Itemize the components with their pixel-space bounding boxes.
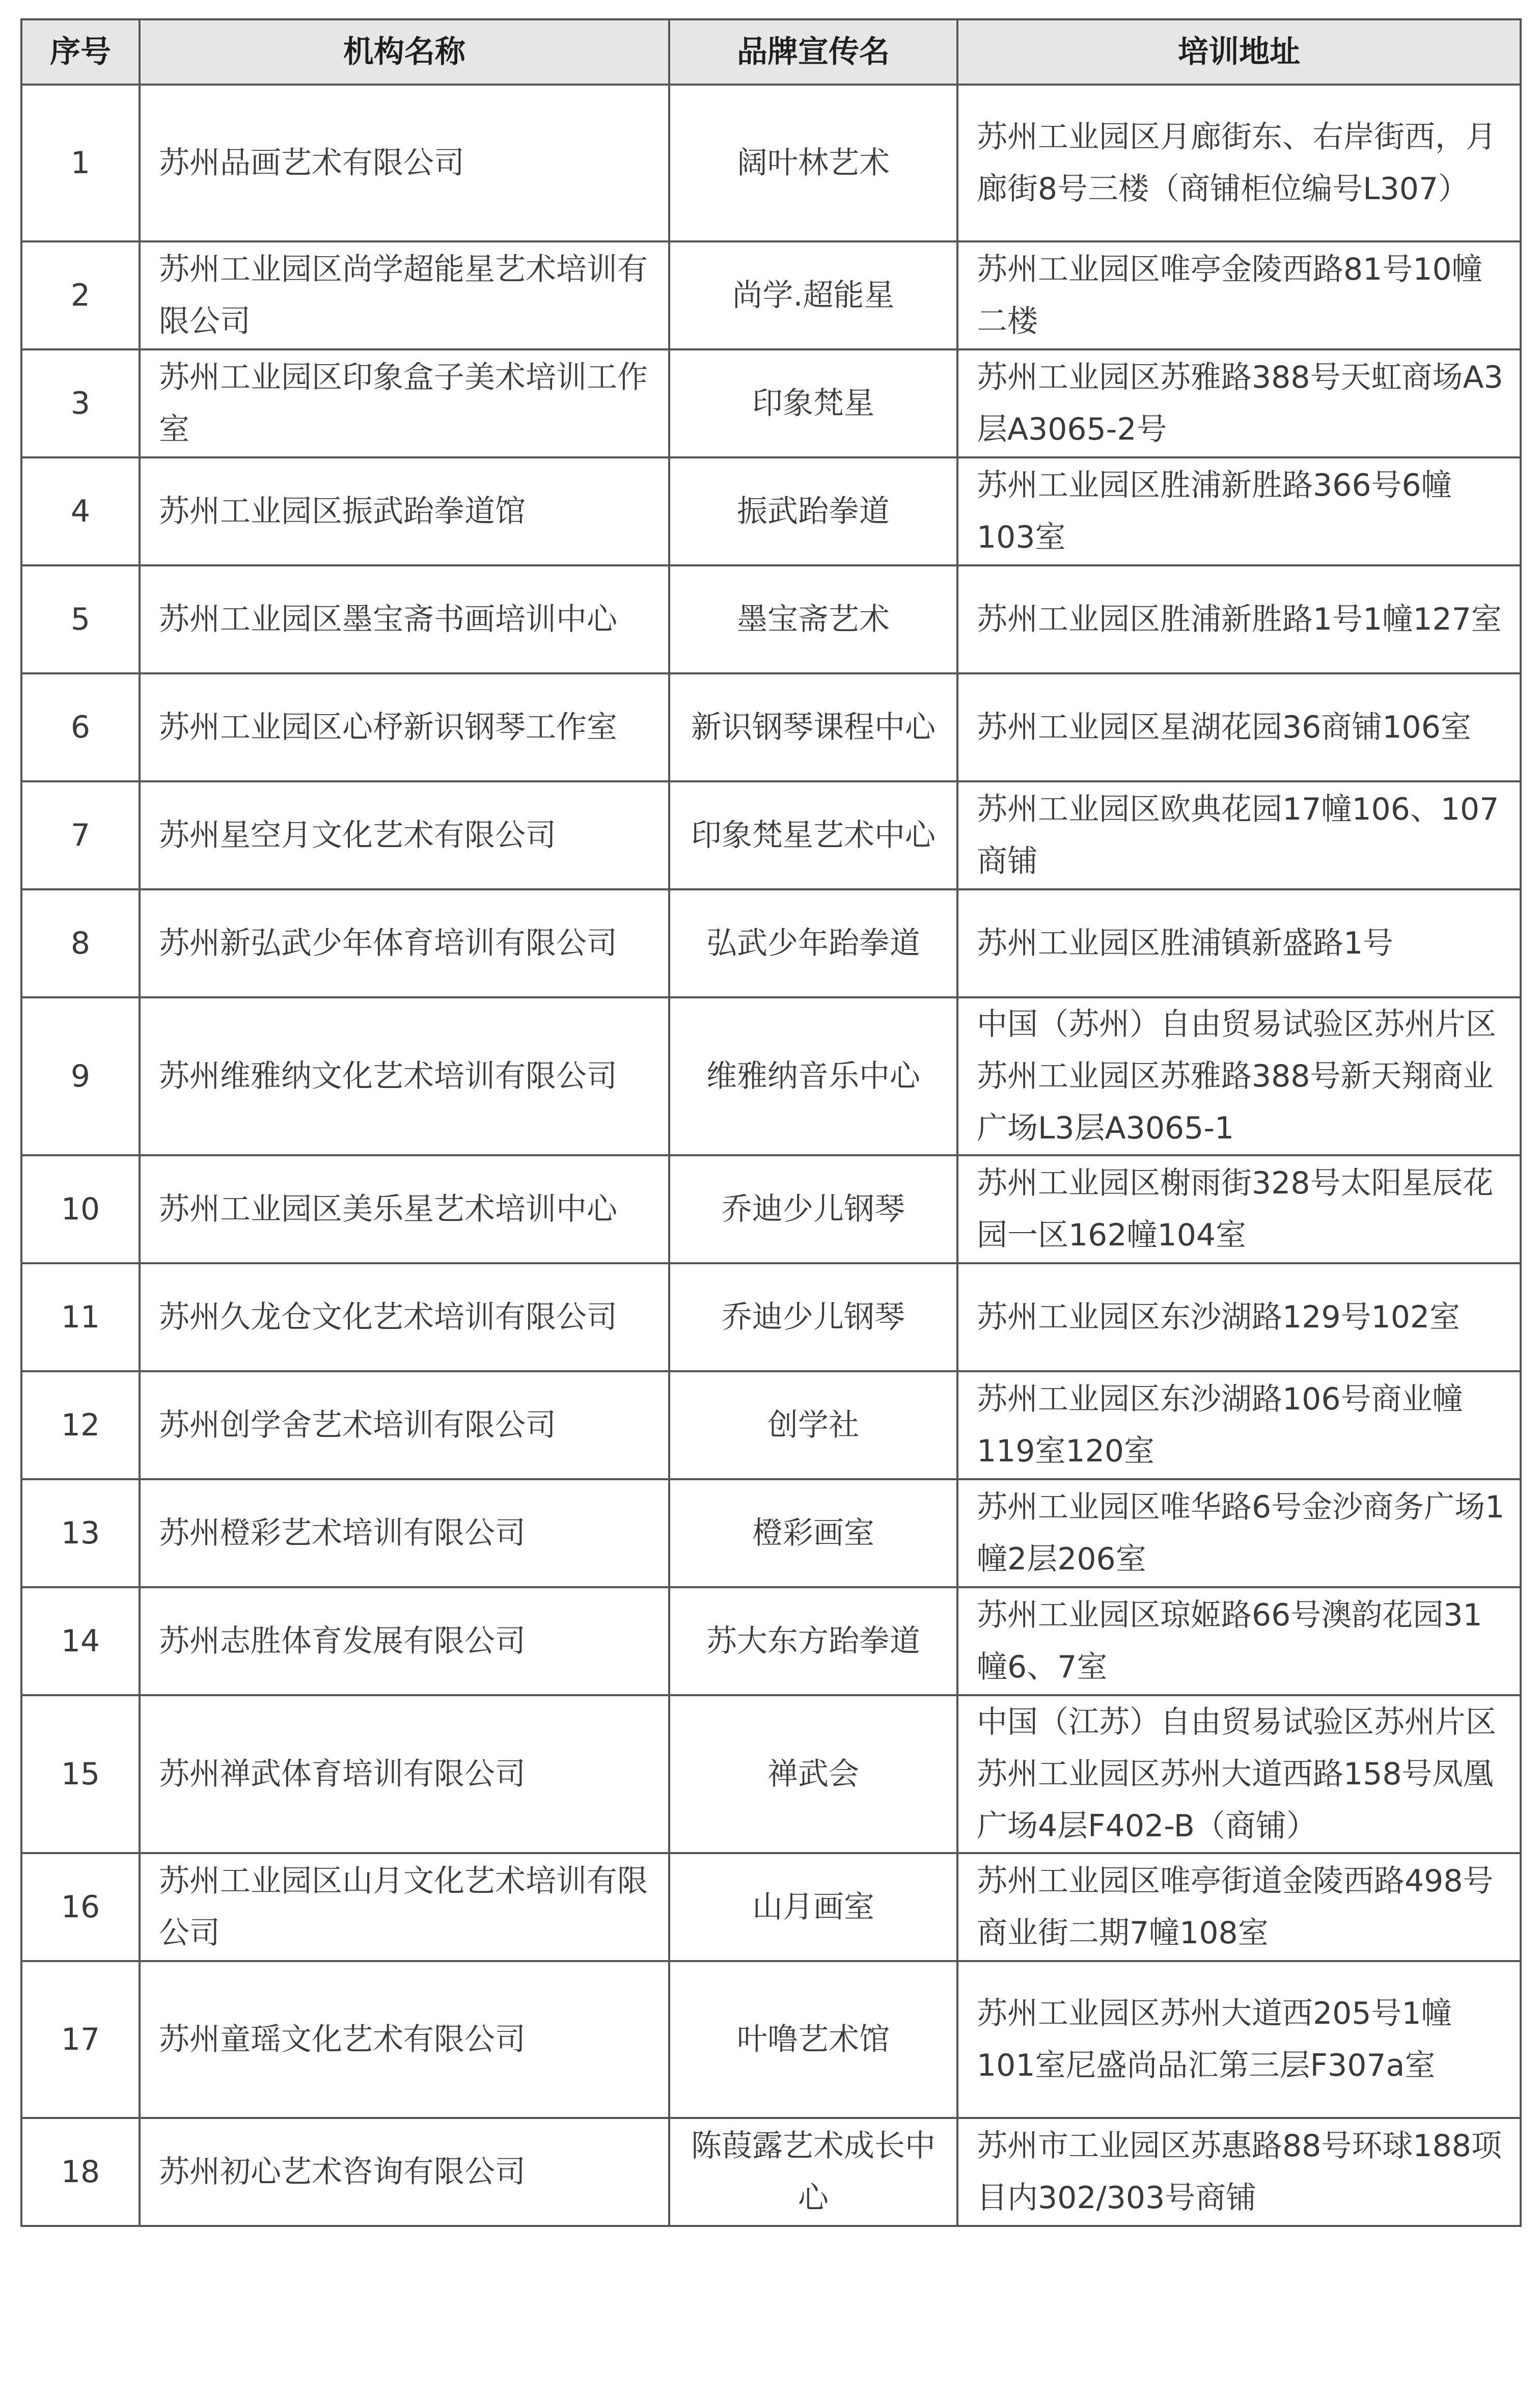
brand-name: 墨宝斋艺术 [669,565,957,673]
header-index: 序号 [21,19,140,85]
row-index: 7 [21,781,140,889]
brand-name: 禅武会 [669,1695,957,1853]
brand-name: 叶噜艺术馆 [669,1961,957,2118]
training-address: 苏州工业园区东沙湖路129号102室 [957,1263,1521,1371]
institution-name: 苏州橙彩艺术培训有限公司 [140,1479,669,1587]
training-address: 苏州工业园区星湖花园36商铺106室 [957,673,1521,781]
table-row [21,1695,1521,1853]
training-address: 苏州工业园区月廊街东、右岸街西，月廊街8号三楼（商铺柜位编号L307） [957,85,1521,241]
row-index: 12 [21,1371,140,1479]
institution-name: 苏州新弘武少年体育培训有限公司 [140,889,669,997]
row-index: 11 [21,1263,140,1371]
row-index: 13 [21,1479,140,1587]
brand-name: 陈葭露艺术成长中心 [669,2118,957,2226]
training-address: 苏州工业园区胜浦新胜路366号6幢103室 [957,457,1521,565]
row-index: 6 [21,673,140,781]
training-address: 中国（苏州）自由贸易试验区苏州片区苏州工业园区苏雅路388号新天翔商业广场L3层A3065-1 [957,997,1521,1155]
table-row [21,1961,1521,2118]
table-row [21,349,1521,457]
brand-name: 苏大东方跆拳道 [669,1587,957,1695]
header-institution-name: 机构名称 [140,19,669,85]
row-index: 17 [21,1961,140,2118]
row-index: 15 [21,1695,140,1853]
table-row [21,997,1521,1155]
training-address: 苏州工业园区唯华路6号金沙商务广场1幢2层206室 [957,1479,1521,1587]
institution-name: 苏州志胜体育发展有限公司 [140,1587,669,1695]
table-row [21,781,1521,889]
table-row [21,889,1521,997]
brand-name: 维雅纳音乐中心 [669,997,957,1155]
brand-name: 印象梵星 [669,349,957,457]
training-address: 苏州工业园区榭雨街328号太阳星辰花园一区162幢104室 [957,1155,1521,1263]
training-address: 苏州工业园区胜浦镇新盛路1号 [957,889,1521,997]
row-index: 14 [21,1587,140,1695]
institution-name: 苏州创学舍艺术培训有限公司 [140,1371,669,1479]
institution-name: 苏州工业园区心杼新识钢琴工作室 [140,673,669,781]
table-row [21,673,1521,781]
table-row [21,1263,1521,1371]
row-index: 16 [21,1853,140,1961]
brand-name: 创学社 [669,1371,957,1479]
row-index: 9 [21,997,140,1155]
table-row [21,2118,1521,2226]
institution-name: 苏州童瑶文化艺术有限公司 [140,1961,669,2118]
brand-name: 乔迪少儿钢琴 [669,1263,957,1371]
training-address: 苏州工业园区东沙湖路106号商业幢119室120室 [957,1371,1521,1479]
row-index: 4 [21,457,140,565]
table-row [21,565,1521,673]
institution-name: 苏州初心艺术咨询有限公司 [140,2118,669,2226]
table-row [21,241,1521,349]
row-index: 8 [21,889,140,997]
table-row [21,1371,1521,1479]
institution-name: 苏州工业园区印象盒子美术培训工作室 [140,349,669,457]
institution-name: 苏州工业园区振武跆拳道馆 [140,457,669,565]
brand-name: 印象梵星艺术中心 [669,781,957,889]
header-training-address: 培训地址 [957,19,1521,85]
table-row [21,457,1521,565]
table-row [21,1155,1521,1263]
brand-name: 新识钢琴课程中心 [669,673,957,781]
institution-name: 苏州工业园区墨宝斋书画培训中心 [140,565,669,673]
row-index: 2 [21,241,140,349]
training-address: 苏州工业园区唯亭金陵西路81号10幢二楼 [957,241,1521,349]
table-row [21,1853,1521,1961]
brand-name: 乔迪少儿钢琴 [669,1155,957,1263]
row-index: 5 [21,565,140,673]
institution-name: 苏州禅武体育培训有限公司 [140,1695,669,1853]
brand-name: 振武跆拳道 [669,457,957,565]
table-row [21,1587,1521,1695]
training-address: 中国（江苏）自由贸易试验区苏州片区苏州工业园区苏州大道西路158号凤凰广场4层F402-B（商铺） [957,1695,1521,1853]
row-index: 10 [21,1155,140,1263]
training-address: 苏州工业园区唯亭街道金陵西路498号商业街二期7幢108室 [957,1853,1521,1961]
training-address: 苏州工业园区苏州大道西205号1幢101室尼盛尚品汇第三层F307a室 [957,1961,1521,2118]
table-row [21,85,1521,241]
institution-name: 苏州维雅纳文化艺术培训有限公司 [140,997,669,1155]
brand-name: 橙彩画室 [669,1479,957,1587]
header-brand-name: 品牌宣传名 [669,19,957,85]
brand-name: 尚学.超能星 [669,241,957,349]
table-header-row [21,19,1521,85]
brand-name: 山月画室 [669,1853,957,1961]
row-index: 18 [21,2118,140,2226]
table-row [21,1479,1521,1587]
row-index: 1 [21,85,140,241]
training-address: 苏州工业园区苏雅路388号天虹商场A3层A3065-2号 [957,349,1521,457]
training-institutions-table [20,18,1522,2227]
training-address: 苏州工业园区胜浦新胜路1号1幢127室 [957,565,1521,673]
institution-name: 苏州久龙仓文化艺术培训有限公司 [140,1263,669,1371]
institution-name: 苏州工业园区尚学超能星艺术培训有限公司 [140,241,669,349]
institution-name: 苏州星空月文化艺术有限公司 [140,781,669,889]
institution-name: 苏州工业园区山月文化艺术培训有限公司 [140,1853,669,1961]
brand-name: 弘武少年跆拳道 [669,889,957,997]
brand-name: 阔叶林艺术 [669,85,957,241]
training-address: 苏州市工业园区苏惠路88号环球188项目内302/303号商铺 [957,2118,1521,2226]
institution-name: 苏州工业园区美乐星艺术培训中心 [140,1155,669,1263]
row-index: 3 [21,349,140,457]
training-address: 苏州工业园区欧典花园17幢106、107商铺 [957,781,1521,889]
institution-name: 苏州品画艺术有限公司 [140,85,669,241]
training-address: 苏州工业园区琼姬路66号澳韵花园31幢6、7室 [957,1587,1521,1695]
